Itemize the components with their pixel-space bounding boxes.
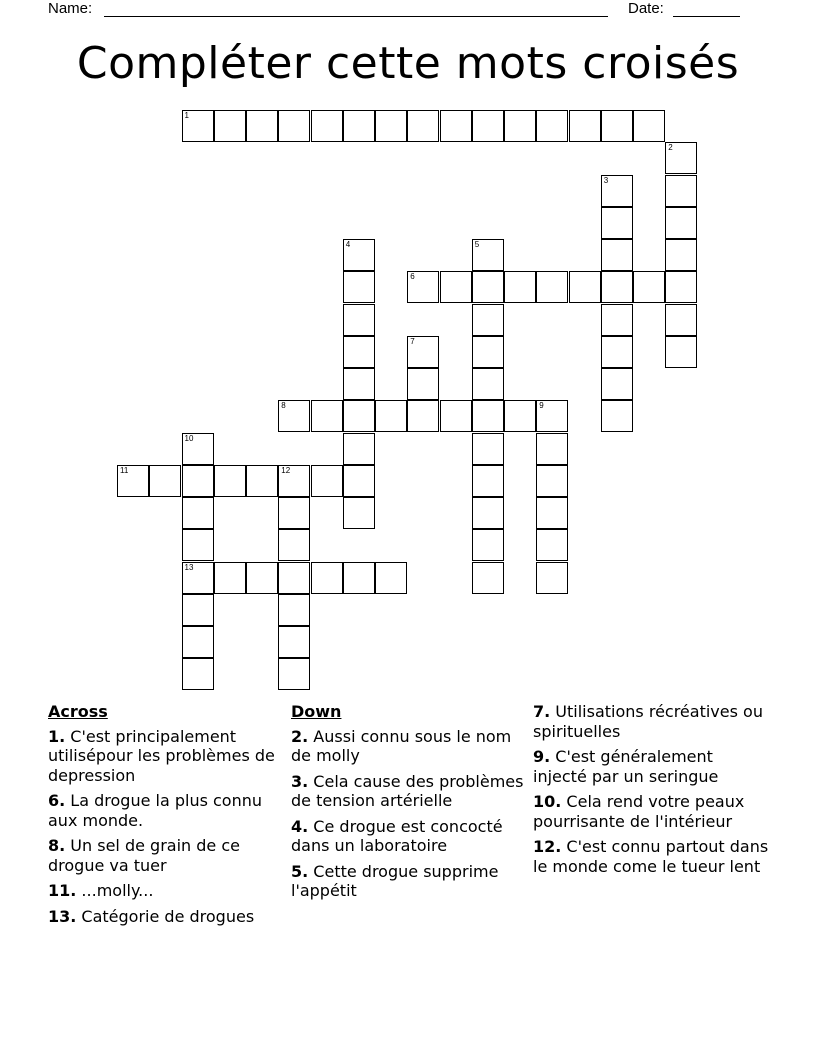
grid-cell[interactable] — [472, 271, 504, 303]
grid-cell[interactable] — [407, 368, 439, 400]
grid-cell[interactable] — [278, 562, 310, 594]
grid-cell[interactable] — [343, 271, 375, 303]
clue-item-number: 12. — [533, 837, 562, 856]
clue-number: 11 — [120, 465, 129, 475]
clue-item — [48, 836, 284, 875]
clue-number: 6 — [410, 272, 415, 282]
grid-cell[interactable] — [536, 465, 568, 497]
grid-cell[interactable] — [375, 400, 407, 432]
grid-cell[interactable] — [569, 271, 601, 303]
clue-item-text: C'est connu partout dans le monde come le tueur lent — [533, 837, 769, 876]
grid-cell[interactable] — [601, 110, 633, 142]
clue-number: 2 — [668, 143, 673, 153]
clue-item-number: 2. — [291, 726, 309, 746]
clue-item — [533, 837, 769, 876]
grid-cell[interactable] — [407, 336, 439, 368]
grid-cell[interactable] — [278, 465, 310, 497]
grid-cell[interactable] — [278, 626, 310, 658]
grid-cell[interactable] — [536, 271, 568, 303]
grid-cell[interactable] — [440, 110, 472, 142]
clue-item-text: Ce drogue est concocté dans un laboratoire — [291, 816, 503, 855]
grid-cell[interactable] — [665, 239, 697, 271]
grid-cell[interactable] — [182, 594, 214, 626]
clue-item — [48, 727, 284, 786]
grid-cell[interactable] — [182, 433, 214, 465]
grid-cell[interactable] — [601, 304, 633, 336]
clue-item-text: Cela rend votre peaux pourrisante de l'intérieur — [533, 792, 745, 831]
grid-cell[interactable] — [214, 562, 246, 594]
grid-cell[interactable] — [214, 110, 246, 142]
clue-number: 12 — [281, 465, 291, 475]
grid-cell[interactable] — [343, 110, 375, 142]
clue-number: 7 — [410, 336, 415, 346]
grid-cell[interactable] — [343, 497, 375, 529]
clue-item-number: 4. — [291, 816, 309, 836]
grid-cell[interactable] — [278, 110, 310, 142]
clue-item-number: 5. — [291, 861, 309, 881]
grid-cell[interactable] — [407, 400, 439, 432]
grid-cell[interactable] — [440, 400, 472, 432]
grid-cell[interactable] — [440, 271, 472, 303]
clue-number: 4 — [345, 240, 351, 249]
grid-cell[interactable] — [536, 562, 568, 594]
grid-cell[interactable] — [343, 336, 375, 368]
grid-cell[interactable] — [214, 465, 246, 497]
grid-cell[interactable] — [407, 271, 439, 303]
grid-cell[interactable] — [278, 658, 310, 690]
grid-cell[interactable] — [311, 400, 343, 432]
grid-cell[interactable] — [601, 400, 633, 432]
grid-cell[interactable] — [149, 465, 181, 497]
clue-number: 3 — [603, 175, 609, 185]
clue-item-text: Cela cause des problèmes de tension artérielle — [291, 771, 524, 810]
clues-column-2 — [291, 702, 527, 907]
grid-cell[interactable] — [472, 336, 504, 368]
grid-cell[interactable] — [601, 368, 633, 400]
clue-item-number: 9. — [533, 747, 551, 766]
grid-cell[interactable] — [472, 239, 504, 271]
grid-cell[interactable] — [472, 110, 504, 142]
grid-cell[interactable] — [311, 110, 343, 142]
grid-cell[interactable] — [472, 497, 504, 529]
grid-cell[interactable] — [504, 271, 536, 303]
grid-cell[interactable] — [472, 433, 504, 465]
clue-item-number: 1. — [48, 726, 66, 746]
grid-cell[interactable] — [278, 594, 310, 626]
clue-item — [48, 907, 284, 927]
clue-item — [48, 791, 284, 830]
across-heading: Across — [48, 702, 108, 721]
grid-cell[interactable] — [182, 529, 214, 561]
clues-column-3 — [533, 702, 769, 882]
clue-item — [533, 792, 769, 831]
grid-cell[interactable] — [311, 562, 343, 594]
grid-cell[interactable] — [601, 336, 633, 368]
clue-item-text: Catégorie de drogues — [76, 906, 255, 926]
grid-cell[interactable] — [246, 110, 278, 142]
clue-item — [291, 727, 527, 766]
clue-number: 1 — [184, 111, 189, 120]
grid-cell[interactable] — [278, 497, 310, 529]
date-label: Date: — [628, 0, 664, 17]
grid-cell[interactable] — [343, 465, 375, 497]
clue-item-number: 7. — [533, 702, 551, 721]
grid-cell[interactable] — [601, 271, 633, 303]
grid-cell[interactable] — [117, 465, 149, 497]
clue-item-text: Utilisations récréatives ou spirituelles — [533, 702, 763, 741]
clue-number: 5 — [474, 240, 480, 249]
clue-item-number: 8. — [48, 836, 66, 855]
grid-cell[interactable] — [182, 562, 214, 594]
grid-cell[interactable] — [665, 271, 697, 303]
grid-cell[interactable] — [278, 529, 310, 561]
grid-cell[interactable] — [472, 304, 504, 336]
grid-cell[interactable] — [472, 368, 504, 400]
grid-cell[interactable] — [601, 175, 633, 207]
grid-cell[interactable] — [504, 110, 536, 142]
grid-cell[interactable] — [536, 400, 568, 432]
clue-number: 13 — [184, 562, 194, 572]
clue-item-text: C'est principalement utilisépour les problèmes de depression — [48, 726, 275, 785]
grid-cell[interactable] — [182, 626, 214, 658]
clue-item — [291, 817, 527, 856]
clue-item-text: La drogue la plus connu aux monde. — [48, 791, 263, 830]
grid-cell[interactable] — [343, 368, 375, 400]
clue-item-text: Cette drogue supprime l'appétit — [291, 861, 499, 900]
grid-cell[interactable] — [182, 658, 214, 690]
grid-cell[interactable] — [472, 562, 504, 594]
clue-item-text: C'est généralement injecté par un seringue — [533, 747, 719, 786]
clue-item — [291, 862, 527, 901]
grid-cell[interactable] — [343, 433, 375, 465]
clue-number: 8 — [281, 401, 286, 411]
grid-cell[interactable] — [343, 304, 375, 336]
grid-cell[interactable] — [536, 497, 568, 529]
clue-item-number: 13. — [48, 906, 77, 926]
clue-item — [533, 747, 769, 786]
grid-cell[interactable] — [375, 562, 407, 594]
grid-cell[interactable] — [536, 110, 568, 142]
grid-cell[interactable] — [343, 239, 375, 271]
grid-cell[interactable] — [311, 465, 343, 497]
grid-cell[interactable] — [504, 400, 536, 432]
grid-cell[interactable] — [472, 465, 504, 497]
grid-cell[interactable] — [665, 207, 697, 239]
clue-item-text: ...molly... — [76, 881, 154, 900]
grid-cell[interactable] — [665, 142, 697, 174]
clue-item-number: 6. — [48, 791, 66, 810]
clue-item — [48, 881, 284, 901]
grid-cell[interactable] — [182, 110, 214, 142]
page-title: Compléter cette mots croisés — [76, 38, 740, 89]
grid-cell[interactable] — [407, 110, 439, 142]
grid-cell[interactable] — [601, 207, 633, 239]
clue-item-number: 10. — [533, 792, 562, 811]
grid-cell[interactable] — [665, 304, 697, 336]
clue-item-text: Un sel de grain de ce drogue va tuer — [48, 836, 240, 875]
grid-cell[interactable] — [569, 110, 601, 142]
grid-cell[interactable] — [375, 110, 407, 142]
grid-cell[interactable] — [246, 562, 278, 594]
grid-cell[interactable] — [536, 433, 568, 465]
clue-item-number: 3. — [291, 771, 309, 791]
grid-cell[interactable] — [472, 400, 504, 432]
name-label: Name: — [48, 0, 93, 17]
grid-cell[interactable] — [472, 529, 504, 561]
grid-cell[interactable] — [633, 271, 665, 303]
down-heading: Down — [291, 702, 342, 721]
clue-item — [291, 772, 527, 811]
grid-cell[interactable] — [343, 400, 375, 432]
grid-cell[interactable] — [633, 110, 665, 142]
clue-item-number: 11. — [48, 881, 77, 900]
clues-column-1 — [48, 702, 284, 932]
grid-cell[interactable] — [536, 529, 568, 561]
clue-number: 10 — [184, 433, 194, 443]
grid-cell[interactable] — [665, 336, 697, 368]
grid-cell[interactable] — [246, 465, 278, 497]
grid-cell[interactable] — [601, 239, 633, 271]
grid-cell[interactable] — [278, 400, 310, 432]
clue-item-text: Aussi connu sous le nom de molly — [291, 726, 512, 765]
grid-cell[interactable] — [182, 465, 214, 497]
grid-cell[interactable] — [343, 562, 375, 594]
clue-number: 9 — [539, 401, 544, 411]
grid-cell[interactable] — [665, 175, 697, 207]
grid-cell[interactable] — [182, 497, 214, 529]
clue-item — [533, 702, 769, 741]
